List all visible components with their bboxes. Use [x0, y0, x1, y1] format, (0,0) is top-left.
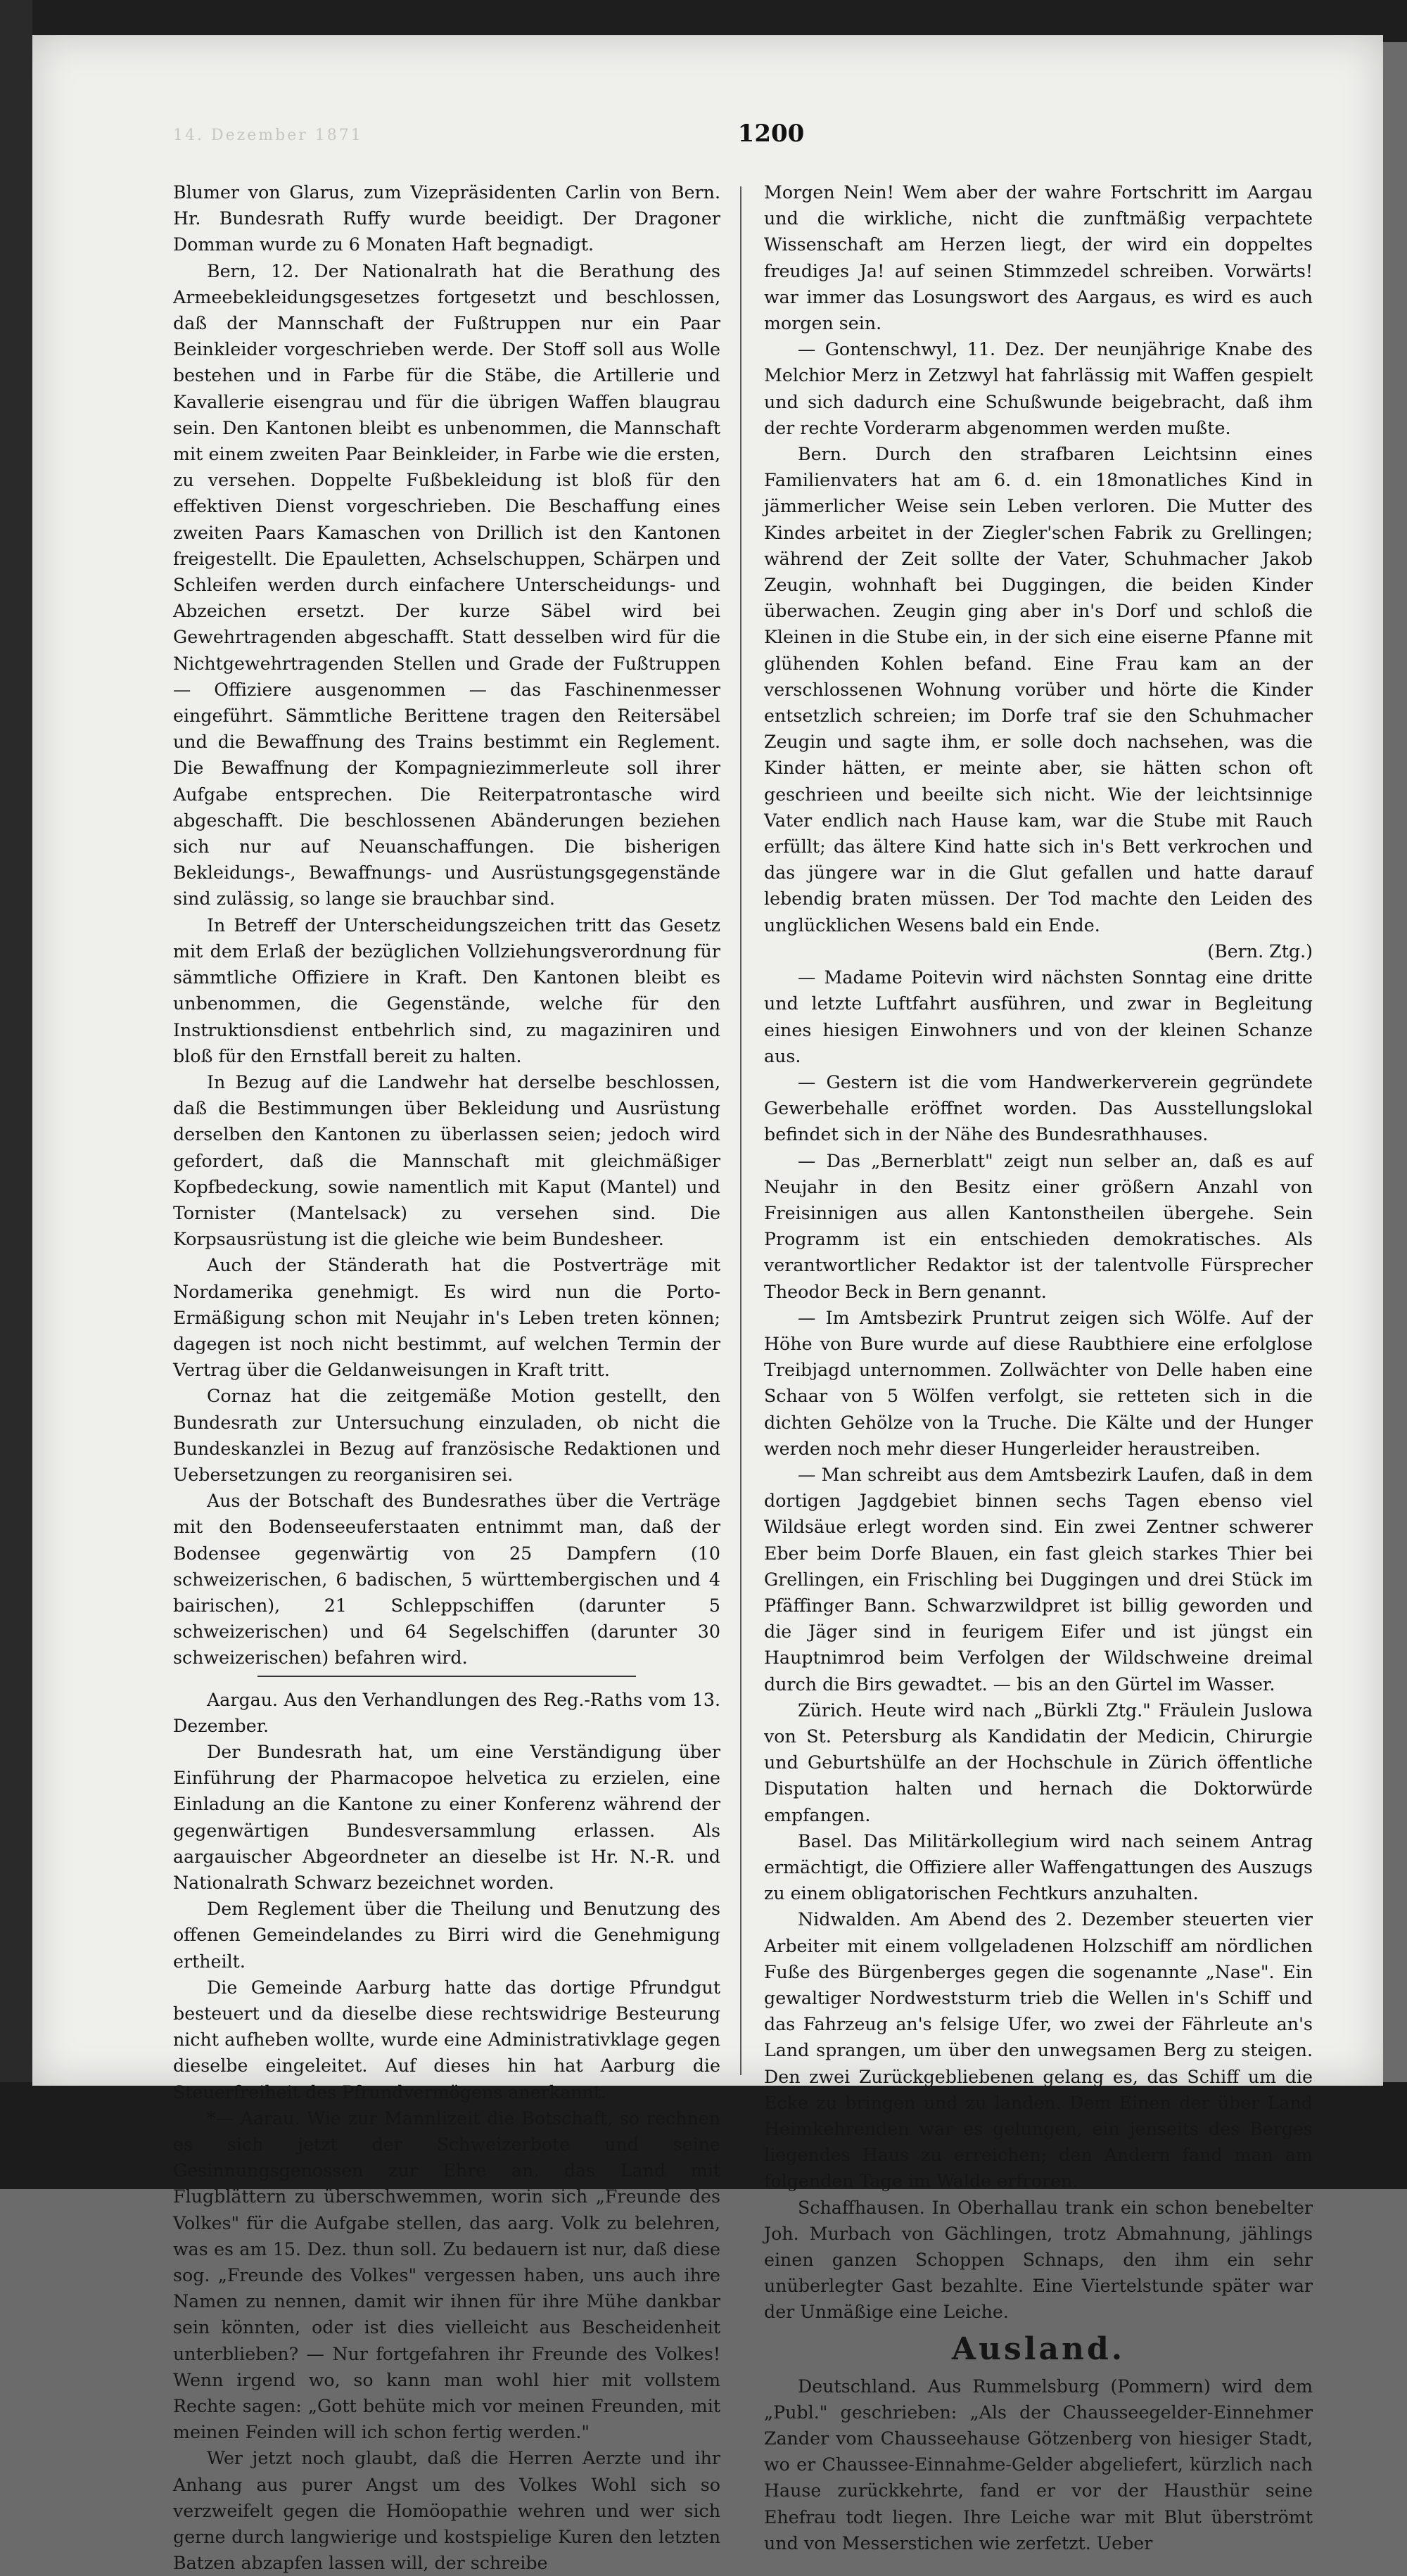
article-paragraph: — Das „Bernerblatt" zeigt nun selber an, daß es auf Neujahr in den Besitz einer größern Anzahl von Freisinnigen aus allen Kantonstheilen übergehe. Sein Programm ist ein entschieden demokratisches. Als verantwortlicher Redaktor ist der talentvolle Fürsprecher Theodor Beck in Bern genannt.	[764, 1150, 1313, 1302]
source-attribution-line	[764, 938, 1313, 964]
article-paragraph: Schaffhausen. In Oberhallau trank ein schon benebelter Joh. Murbach von Gächlingen, trotz Abmahnung, jählings einen ganzen Schoppen Schnaps, den ihm ein sehr unüberlegter Gast bezahlte. Eine Viertelstunde später war der Unmäßige eine Leiche.	[764, 2197, 1313, 2323]
article-paragraph: Auch der Ständerath hat die Postverträge mit Nordamerika genehmigt. Es wird nun die Porto-Ermäßigung schon mit Neujahr in's Leben treten können; dagegen ist noch nicht bestimmt, auf welchen Termin der Vertrag über die Geldanweisungen in Kraft tritt.	[173, 1255, 720, 1381]
article-paragraph: Wer jetzt noch glaubt, daß die Herren Aerzte und ihr Anhang aus purer Angst um des Volkes Wohl sich so verzweifelt gegen die Homöopathie wehren und wer sich gerne durch langwierige und kostspielige Kuren den letzten Batzen abzapfen lassen will, der schreibe	[173, 2448, 720, 2574]
left-column	[173, 179, 720, 2576]
article-paragraph: — Madame Poitevin wird nächsten Sonntag eine dritte und letzte Luftfahrt ausführen, und zwar in Begleitung eines hiesigen Einwohners und von der kleinen Schanze aus.	[764, 967, 1313, 1066]
article-paragraph: — Gestern ist die vom Handwerkerverein gegründete Gewerbehalle eröffnet worden. Das Ausstellungslokal befindet sich in der Nähe des Bundesrathhauses.	[764, 1071, 1313, 1145]
scan-border-left	[0, 0, 32, 2189]
source-attribution: (Bern. Ztg.)	[1207, 941, 1313, 962]
article-paragraph: Deutschland. Aus Rummelsburg (Pommern) wird dem „Publ." geschrieben: „Als der Chausseegelder-Einnehmer Zander vom Chausseehause Götzenberg von hiesiger Stadt, wo er Chaussee-Einnahme-Gelder abgeliefert, kürzlich nach Hause zurückkehrte, fand er vor der Hausthür seine Ehefrau todt liegen. Ihre Leiche war mit Blut überströmt und von Messerstichen wie zerfetzt. Ueber	[764, 2376, 1313, 2553]
article-paragraph: Bern, 12. Der Nationalrath hat die Berathung des Armeebekleidungsgesetzes fortgesetzt und beschlossen, daß der Mannschaft der Fußtruppen nur ein Paar Beinkleider vorgeschrieben werde. Der Stoff soll aus Wolle bestehen und in Farbe für die Stäbe, die Artillerie und Kavallerie eisengrau und für die übrigen Waffen blaugrau sein. Den Kantonen bleibt es unbenommen, die Mannschaft mit einem zweiten Paar Beinkleider, in Farbe wie die ersten, zu versehen. Doppelte Fußbekleidung ist bloß für den effektiven Dienst vorgeschrieben. Die Beschaffung eines zweiten Paars Kamaschen von Drillich ist den Kantonen freigestellt. Die Epauletten, Achselschuppen, Schärpen und Schleifen werden durch einfachere Unterscheidungs- und Abzeichen ersetzt. Der kurze Säbel wird bei Gewehrtragenden abgeschafft. Statt desselben wird für die Nichtgewehrtragenden Stellen und Grade der Fußtruppen — Offiziere ausgenommen — das Faschinenmesser eingeführt. Sämmtliche Berittene tragen den Reitersäbel und die Bewaffnung des Trains bestimmt ein Reglement. Die Bewaffnung der Kompagniezimmerleute soll ihrer Aufgabe entsprechen. Die Reiterpatrontasche wird abgeschafft. Die beschlossenen Abänderungen beziehen sich nur auf Neuanschaffungen. Die bisherigen Bekleidungs-, Bewaffnungs- und Ausrüstungsgegenstände sind zulässig, so lange sie brauchbar sind.	[173, 260, 720, 910]
faint-bleedthrough-header: 14. Dezember 1871	[173, 127, 363, 144]
article-paragraph: Dem Reglement über die Theilung und Benutzung des offenen Gemeindelandes zu Birri wird die Genehmigung ertheilt.	[173, 1899, 720, 1972]
article-paragraph: — Gontenschwyl, 11. Dez. Der neunjährige Knabe des Melchior Merz in Zetzwyl hat fahrlässig mit Waffen gespielt und sich dadurch eine Schußwunde beigebracht, daß ihm der rechte Vorderarm abgenommen werden mußte.	[764, 339, 1313, 438]
page-number: 1200	[737, 120, 805, 148]
article-paragraph: Blumer von Glarus, zum Vizepräsidenten Carlin von Bern. Hr. Bundesrath Ruffy wurde beeidigt. Der Dragoner Domman wurde zu 6 Monaten Haft begnadigt.	[173, 182, 720, 255]
column-divider	[740, 186, 741, 2075]
article-paragraph: — Im Amtsbezirk Pruntrut zeigen sich Wölfe. Auf der Höhe von Bure wurde auf diese Raubthiere eine erfolglose Treibjagd unternommen. Zollwächter von Delle haben eine Schaar von 5 Wölfen verfolgt, sie retteten sich in die dichten Gehölze von la Truche. Die Kälte und der Hunger werden noch mehr dieser Hungerleider heraustreiben.	[764, 1307, 1313, 1459]
right-column	[764, 179, 1313, 2556]
article-paragraph: Die Gemeinde Aarburg hatte das dortige Pfrundgut besteuert und da dieselbe diese rechtswidrige Besteurung nicht aufheben wollte, wurde eine Administrativklage gegen dieselbe eingeleitet. Auf dieses hin hat Aarburg die Steuerfreiheit des Pfrundvermögens anerkannt.	[173, 1977, 720, 2103]
article-paragraph: Basel. Das Militärkollegium wird nach seinem Antrag ermächtigt, die Offiziere aller Waffengattungen des Auszugs zu einem obligatorischen Fechtkurs anzuhalten.	[764, 1830, 1313, 1904]
article-paragraph: Nidwalden. Am Abend des 2. Dezember steuerten vier Arbeiter mit einem vollgeladenen Holzschiff am nördlichen Fuße des Bürgenberges gegen die sogenannte „Nase". Ein gewaltiger Nordweststurm trieb die Wellen in's Schiff und das Fahrzeug an's felsige Ufer, wo zwei der Fährleute an's Land sprangen, um über den unwegsamen Berg zu steigen. Den zwei Zurückgebliebenen gelang es, das Schiff um die Ecke zu bringen und zu landen. Dem Einen der über Land Heimkehrenden war es gelungen, ein jenseits des Berges liegendes Haus zu erreichen; den Andern fand man am folgenden Tage im Walde erfroren.	[764, 1909, 1313, 2192]
article-paragraph: In Betreff der Unterscheidungszeichen tritt das Gesetz mit dem Erlaß der bezüglichen Vollziehungsverordnung für sämmtliche Offiziere in Kraft. Den Kantonen bleibt es unbenommen, die Gegenstände, welche für den Instruktionsdienst entbehrlich sind, zu magaziniren und bloß für den Ernstfall bereit zu halten.	[173, 914, 720, 1066]
article-paragraph: Bern. Durch den strafbaren Leichtsinn eines Familienvaters hat am 6. d. ein 18monatliches Kind in jämmerlicher Weise sein Leben verloren. Die Mutter des Kindes arbeitet in der Ziegler'schen Fabrik zu Grellingen; während der Zeit sollte der Vater, Schuhmacher Jakob Zeugin, wohnhaft bei Duggingen, die beiden Kinder überwachen. Zeugin ging aber in's Dorf und schloß die Kleinen in die Stube ein, in der sich eine eiserne Pfanne mit glühenden Kohlen befand. Eine Frau kam an der verschlossenen Wohnung vorüber und hörte die Kinder entsetzlich schreien; im Dorfe traf sie den Schuhmacher Zeugin und sagte ihm, er solle doch nachsehen, was die Kinder hätten, er meinte aber, sie hätten schon oft geschrieen und beeilte sich nicht. Wie der leichtsinnige Vater endlich nach Hause kam, war die Stube mit Rauch erfüllt; das ältere Kind hatte sich in's Bett verkrochen und das jüngere war in die Glut gefallen und hatte darauf lebendig braten müssen. Der Tod machte den Leiden des unglücklichen Wesens bald ein Ende.	[764, 444, 1313, 936]
article-paragraph: Aus der Botschaft des Bundesrathes über die Verträge mit den Bodenseeuferstaaten entnimmt man, daß der Bodensee gegenwärtig von 25 Dampfern (10 schweizerischen, 6 badischen, 5 württembergischen und 4 bairischen), 21 Schleppschiffen (darunter 5 schweizerischen) und 64 Segelschiffen (darunter 30 schweizerischen) befahren wird.	[173, 1491, 720, 1669]
section-heading-ausland: Ausland.	[951, 2330, 1126, 2367]
article-paragraph: *— Aarau. Wie zur Mannlizeit die Botschaft, so rechnen es sich jetzt der Schweizerbote und seine Gesinnungsgenossen zur Ehre an, das Land mit Flugblättern zu überschwemmen, worin sich „Freunde des Volkes" für die Aufgabe stellen, das aarg. Volk zu belehren, was es am 15. Dez. thun soll. Zu bedauern ist nur, daß diese sog. „Freunde des Volkes" vergessen haben, uns auch ihre Namen zu nennen, damit wir ihnen für ihre Mühe dankbar sein könnten, oder ist dies vielleicht aus Bescheidenheit unterblieben? — Nur fortgefahren ihr Freunde des Volkes! Wenn irgend wo, so kann man wohl hier mit vollstem Rechte sagen: „Gott behüte mich vor meinen Freunden, mit meinen Feinden will ich schon fertig werden."	[173, 2108, 720, 2443]
article-paragraph: — Man schreibt aus dem Amtsbezirk Laufen, daß in dem dortigen Jagdgebiet binnen sechs Tagen ebenso viel Wildsäue erlegt worden sind. Ein zwei Zentner schwerer Eber beim Dorfe Blauen, ein fast gleich starkes Thier bei Grellingen, ein Frischling bei Duggingen und drei Stück im Pfäffinger Bann. Schwarzwildpret ist billig geworden und die Jäger sind in feurigem Eifer und ist jüngst ein Hauptnimrod beim Verfolgen der Wildschweine dreimal durch die Birs gewadtet. — bis an den Gürtel im Wasser.	[764, 1464, 1313, 1695]
article-paragraph: Zürich. Heute wird nach „Bürkli Ztg." Fräulein Juslowa von St. Petersburg als Kandidatin der Medicin, Chirurgie und Geburtshülfe an der Hochschule in Zürich öffentliche Disputation halten und hernach die Doktorwürde empfangen.	[764, 1700, 1313, 1825]
newspaper-page	[32, 35, 1383, 2574]
article-paragraph: Cornaz hat die zeitgemäße Motion gestellt, den Bundesrath zur Untersuchung einzuladen, ob nicht die Bundeskanzlei in Bezug auf französische Redaktionen und Uebersetzungen zu reorganisiren sei.	[173, 1386, 720, 1485]
article-separator	[257, 1676, 636, 1680]
article-paragraph: In Bezug auf die Landwehr hat derselbe beschlossen, daß die Bestimmungen über Bekleidung und Ausrüstung derselben den Kantonen zu überlassen seien; jedoch wird gefordert, daß die Mannschaft mit gleichmäßiger Kopfbedeckung, sowie namentlich mit Kaput (Mantel) und Tornister (Mantelsack) zu versehen sind. Die Korpsausrüstung ist die gleiche wie beim Bundesheer.	[173, 1071, 720, 1250]
article-paragraph: Aargau. Aus den Verhandlungen des Reg.-Raths vom 13. Dezember.	[173, 1689, 720, 1736]
article-paragraph: Morgen Nein! Wem aber der wahre Fortschritt im Aargau und die wirkliche, nicht die zunftmäßig verpachtete Wissenschaft am Herzen liegt, der wird ein doppeltes freudiges Ja! auf seinen Stimmzedel schreiben. Vorwärts! war immer das Losungswort des Aargaus, es wird es auch morgen sein.	[764, 182, 1313, 334]
article-paragraph: Der Bundesrath hat, um eine Verständigung über Einführung der Pharmacopoe helvetica zu erzielen, eine Einladung an die Kantone zu einer Konferenz während der gegenwärtigen Bundesversammlung erlassen. Als aargauischer Abgeordneter an dieselbe ist Hr. N.-R. und Nationalrath Schwarz bezeichnet worden.	[173, 1741, 720, 1893]
